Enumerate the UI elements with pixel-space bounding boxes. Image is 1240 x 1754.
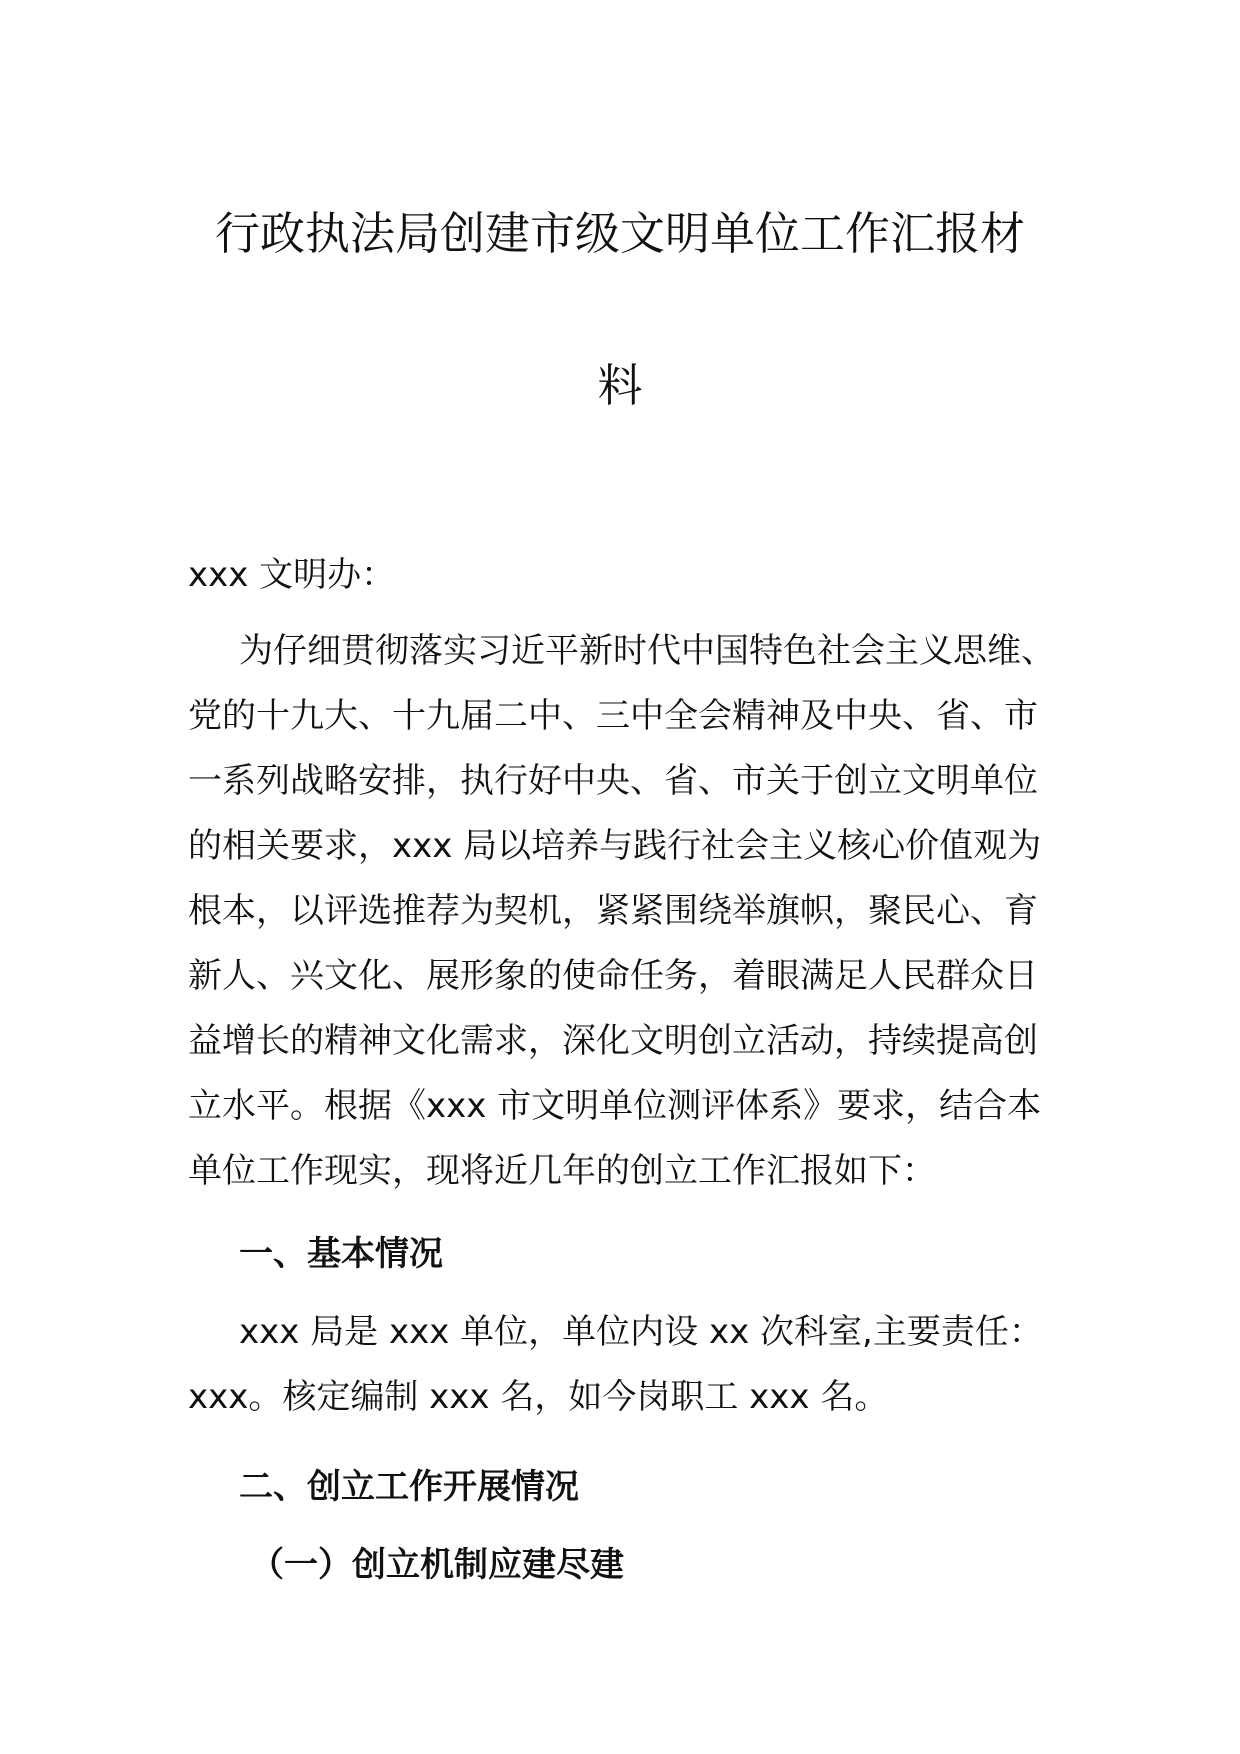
basic-info-line: xxx 局是 xxx 单位，单位内设 xx 次科室,主要责任： <box>239 1312 1043 1352</box>
intro-line: 单位工作现实，现将近几年的创立工作汇报如下： <box>188 1151 936 1191</box>
basic-info-line: xxx。核定编制 xxx 名，如今岗职工 xxx 名。 <box>188 1377 889 1417</box>
intro-line: 根本，以评选推荐为契机，紧紧围绕举旗帜，聚民心、育 <box>188 891 1038 931</box>
intro-line: 的相关要求，xxx 局以培养与践行社会主义核心价值观为 <box>188 826 1042 866</box>
section-heading-work-progress: 二、创立工作开展情况 <box>239 1467 579 1507</box>
basic-info-paragraph <box>188 1300 1043 1430</box>
intro-line: 新人、兴文化、展形象的使命任务，着眼满足人民群众日 <box>188 956 1038 996</box>
subsection-heading-mechanism: （一）创立机制应建尽建 <box>250 1545 624 1585</box>
intro-line: 为仔细贯彻落实习近平新时代中国特色社会主义思维、 <box>239 631 1055 671</box>
document-title-line-2: 料 <box>597 359 643 412</box>
document-title-line-1: 行政执法局创建市级文明单位工作汇报材 <box>214 207 1025 260</box>
intro-line: 立水平。根据《xxx 市文明单位测评体系》要求，结合本 <box>188 1086 1042 1126</box>
intro-line: 益增长的精神文化需求，深化文明创立活动，持续提高创 <box>188 1021 1038 1061</box>
intro-line: 一系列战略安排，执行好中央、省、市关于创立文明单位 <box>188 761 1038 801</box>
intro-paragraph <box>188 619 1055 1204</box>
salutation: xxx 文明办： <box>188 555 396 595</box>
intro-line: 党的十九大、十九届二中、三中全会精神及中央、省、市 <box>188 696 1038 736</box>
section-heading-basic-info: 一、基本情况 <box>239 1234 443 1274</box>
